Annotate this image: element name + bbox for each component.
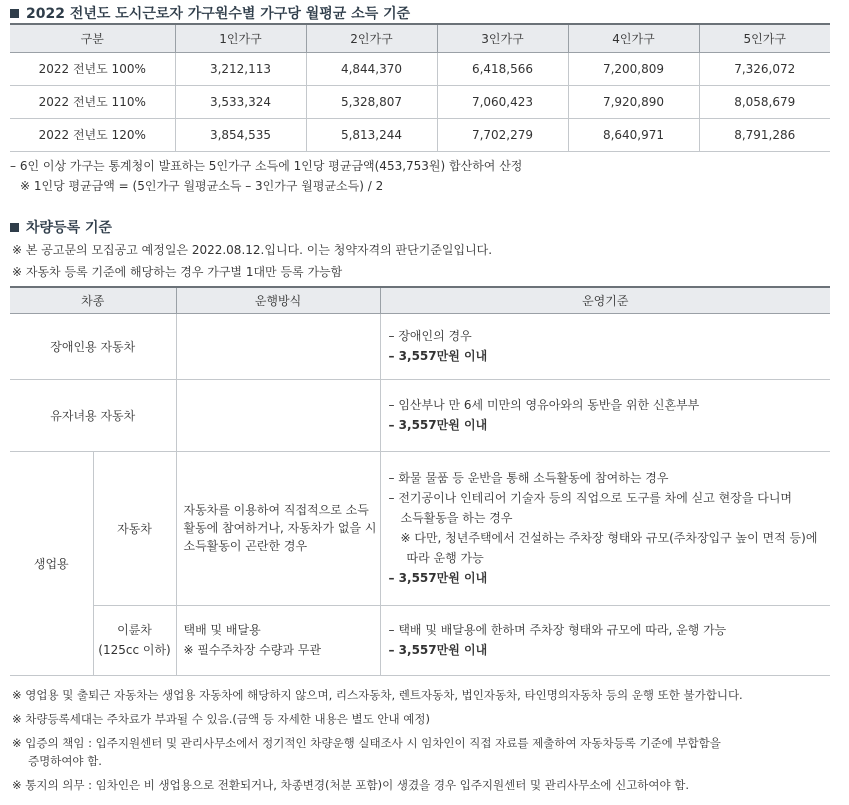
criteria-line: – 택배 및 배달용에 한하며 주차장 형태와 규모에 따라, 운행 가능 xyxy=(388,623,727,637)
income-table xyxy=(10,23,830,152)
vehicle-footnote: ※ 통지의 의무 : 임차인은 비 생업용으로 전환되거나, 차종변경(처분 포함)이 생겼을 경우 입주지원센터 및 관리사무소에 신고하여야 함. xyxy=(12,778,690,792)
square-bullet-icon xyxy=(10,9,19,18)
vehicle-criteria xyxy=(380,379,830,451)
square-bullet-icon xyxy=(10,223,19,232)
vehicle-criteria xyxy=(380,451,830,605)
criteria-line: – 3,557만원 이내 xyxy=(388,643,488,657)
row-label: 2022 전년도 110% xyxy=(10,85,175,118)
vehicle-criteria xyxy=(380,605,830,675)
vehicle-footnote: ※ 입증의 책임 : 입주지원센터 및 관리사무소에서 정기적인 차량운행 실태조사 시 임차인이 직접 자료를 제출하여 자동차등록 기준에 부합함을 xyxy=(12,736,721,750)
income-header-row xyxy=(10,24,830,52)
vehicle-intro: ※ 본 공고문의 모집공고 예정일은 2022.08.12.입니다. 이는 청약자격의 판단기준일입니다. xyxy=(12,243,493,257)
col-header: 4인가구 xyxy=(568,24,699,52)
method-line: ※ 필수주차장 수량과 무관 xyxy=(183,643,321,657)
vehicle-section-title xyxy=(10,217,112,237)
criteria-line: – 전기공이나 인테리어 기술자 등의 직업으로 도구를 차에 싣고 현장을 다니며 xyxy=(388,491,792,505)
criteria-line: 소득활동을 하는 경우 xyxy=(400,511,513,525)
vehicle-method-empty xyxy=(176,379,380,451)
vehicle-type: 유자녀용 자동차 xyxy=(10,379,176,451)
col-header: 1인가구 xyxy=(175,24,306,52)
table-cell: 5,328,807 xyxy=(306,85,437,118)
row-label: 2022 전년도 120% xyxy=(10,118,175,151)
vehicle-subtype xyxy=(93,605,176,675)
table-cell: 7,702,279 xyxy=(437,118,568,151)
table-row xyxy=(10,118,830,151)
vehicle-method: 자동차를 이용하여 직접적으로 소득활동에 참여하거나, 자동차가 없을 시 소득활동이 곤란한 경우 xyxy=(176,451,380,605)
vehicle-footnote: ※ 영업용 및 출퇴근 자동차는 생업용 자동차에 해당하지 않으며, 리스자동차, 렌트자동차, 법인자동차, 타인명의자동차 등의 운행 또한 불가합니다. xyxy=(12,688,743,702)
vehicle-criteria xyxy=(380,313,830,379)
col-header: 차종 xyxy=(10,287,176,313)
row-label: 2022 전년도 100% xyxy=(10,52,175,85)
col-header: 3인가구 xyxy=(437,24,568,52)
col-header: 운영기준 xyxy=(380,287,830,313)
income-title-text: 2022 전년도 도시근로자 가구원수별 가구당 월평균 소득 기준 xyxy=(26,6,411,22)
col-header: 구분 xyxy=(10,24,175,52)
table-cell: 7,920,890 xyxy=(568,85,699,118)
vehicle-method-empty xyxy=(176,313,380,379)
vehicle-footnote: ※ 차량등록세대는 주차료가 부과될 수 있음.(금액 등 자세한 내용은 별도 안내 예정) xyxy=(12,712,430,726)
vehicle-title-text: 차량등록 기준 xyxy=(26,220,113,236)
table-cell: 8,640,971 xyxy=(568,118,699,151)
table-row xyxy=(10,379,830,451)
table-cell: 7,200,809 xyxy=(568,52,699,85)
subtype-line: (125cc 이하) xyxy=(98,643,171,657)
table-row xyxy=(10,52,830,85)
criteria-line: – 화물 물품 등 운반을 통해 소득활동에 참여하는 경우 xyxy=(388,471,669,485)
criteria-line: 따라 운행 가능 xyxy=(406,551,484,565)
vehicle-header-row xyxy=(10,287,830,313)
subtype-line: 이륜차 xyxy=(117,623,152,637)
col-header: 운행방식 xyxy=(176,287,380,313)
income-section-title xyxy=(10,3,410,23)
criteria-line: – 3,557만원 이내 xyxy=(388,349,488,363)
vehicle-type: 장애인용 자동차 xyxy=(10,313,176,379)
vehicle-subtype: 자동차 xyxy=(93,451,176,605)
vehicle-footnote: 증명하여야 함. xyxy=(28,754,102,768)
table-cell: 8,058,679 xyxy=(699,85,830,118)
income-note: ※ 1인당 평균금액 = (5인가구 월평균소득 – 3인가구 월평균소득) / 2 xyxy=(20,179,384,193)
table-cell: 5,813,244 xyxy=(306,118,437,151)
table-cell: 7,326,072 xyxy=(699,52,830,85)
vehicle-table xyxy=(10,286,830,676)
income-note: – 6인 이상 가구는 통계청이 발표하는 5인가구 소득에 1인당 평균금액(453,753원) 합산하여 산정 xyxy=(10,159,523,173)
col-header: 5인가구 xyxy=(699,24,830,52)
table-row xyxy=(10,85,830,118)
col-header: 2인가구 xyxy=(306,24,437,52)
method-line: 택배 및 배달용 xyxy=(183,623,261,637)
table-row xyxy=(10,313,830,379)
table-row xyxy=(10,605,830,675)
vehicle-type: 생업용 xyxy=(10,451,93,675)
criteria-line: – 3,557만원 이내 xyxy=(388,418,488,432)
criteria-line: – 3,557만원 이내 xyxy=(388,571,488,585)
table-cell: 3,212,113 xyxy=(175,52,306,85)
table-cell: 4,844,370 xyxy=(306,52,437,85)
vehicle-intro: ※ 자동차 등록 기준에 해당하는 경우 가구별 1대만 등록 가능함 xyxy=(12,265,343,279)
table-cell: 3,533,324 xyxy=(175,85,306,118)
criteria-line: – 장애인의 경우 xyxy=(388,329,472,343)
vehicle-method xyxy=(176,605,380,675)
criteria-line: – 임산부나 만 6세 미만의 영유아와의 동반을 위한 신혼부부 xyxy=(388,398,700,412)
table-cell: 6,418,566 xyxy=(437,52,568,85)
criteria-line: ※ 다만, 청년주택에서 건설하는 주차장 형태와 규모(주차장입구 높이 면적 등)에 xyxy=(400,531,818,545)
table-cell: 8,791,286 xyxy=(699,118,830,151)
table-row xyxy=(10,451,830,605)
table-cell: 7,060,423 xyxy=(437,85,568,118)
table-cell: 3,854,535 xyxy=(175,118,306,151)
